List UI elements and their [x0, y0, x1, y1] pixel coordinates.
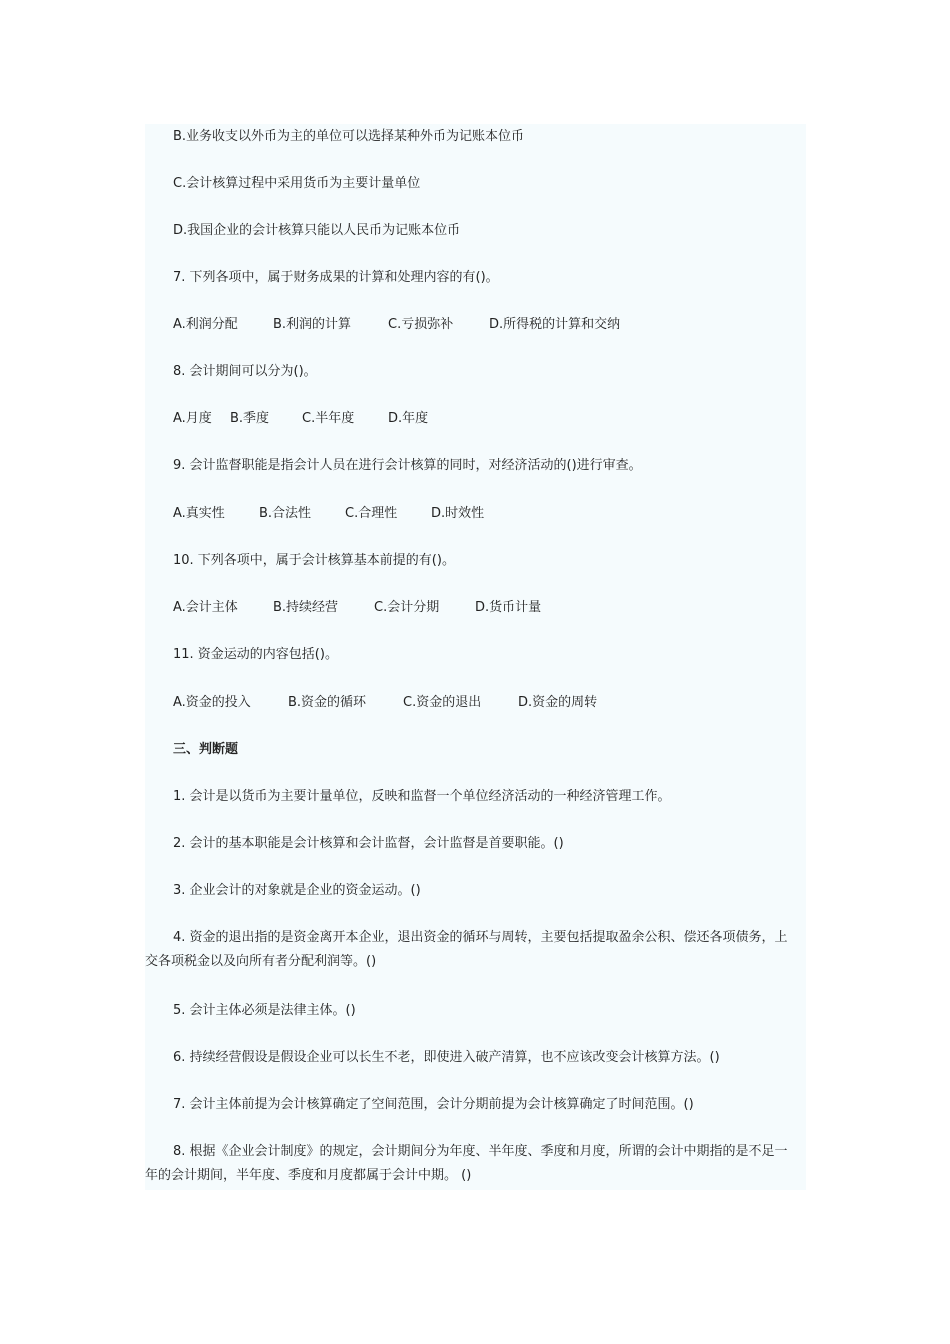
q9-option-c: C.合理性 — [345, 506, 398, 521]
question-9-options — [145, 502, 828, 526]
q11-option-b: B.资金的循环 — [288, 695, 367, 710]
judgement-7: 7. 会计主体前提为会计核算确定了空间范围，会计分期前提为会计核算确定了时间范围。() — [173, 1097, 694, 1112]
q7-option-a: A.利润分配 — [173, 317, 238, 332]
judgement-1: 1. 会计是以货币为主要计量单位，反映和监督一个单位经济活动的一种经济管理工作。 — [173, 789, 671, 804]
judgement-5: 5. 会计主体必须是法律主体。() — [173, 1003, 356, 1018]
q11-option-d: D.资金的周转 — [518, 695, 598, 710]
judgement-2: 2. 会计的基本职能是会计核算和会计监督，会计监督是首要职能。() — [173, 836, 564, 851]
q10-option-c: C.会计分期 — [374, 600, 440, 615]
judgement-4: 4. 资金的退出指的是资金离开本企业，退出资金的循环与周转，主要包括提取盈余公积、偿还各项债务，上交各项税金以及向所有者分配利润等。() — [145, 930, 788, 969]
q7-option-d: D.所得税的计算和交纳 — [489, 317, 621, 332]
q9-option-b: B.合法性 — [259, 506, 312, 521]
question-11: 11. 资金运动的内容包括()。 — [173, 647, 338, 662]
q10-option-d: D.货币计量 — [475, 600, 542, 615]
judgement-3: 3. 企业会计的对象就是企业的资金运动。() — [173, 883, 421, 898]
q10-option-b: B.持续经营 — [273, 600, 339, 615]
question-8: 8. 会计期间可以分为()。 — [173, 364, 317, 379]
q11-option-c: C.资金的退出 — [403, 695, 482, 710]
judgement-8: 8. 根据《企业会计制度》的规定，会计期间分为年度、半年度、季度和月度，所谓的会计中期指的是不足一年的会计期间，半年度、季度和月度都属于会计中期。 () — [145, 1144, 788, 1183]
section-heading-true-false: 三、判断题 — [173, 742, 239, 757]
q8-option-a: A.月度 — [173, 411, 212, 426]
question-10-options — [145, 596, 828, 620]
q7-option-c: C.亏损弥补 — [388, 317, 454, 332]
option-line-c: C.会计核算过程中采用货币为主要计量单位 — [173, 176, 421, 191]
q11-option-a: A.资金的投入 — [173, 695, 251, 710]
q7-option-b: B.利润的计算 — [273, 317, 352, 332]
q9-option-a: A.真实性 — [173, 506, 225, 521]
question-11-options — [145, 691, 828, 715]
question-7: 7. 下列各项中，属于财务成果的计算和处理内容的有()。 — [173, 270, 499, 285]
option-line-d: D.我国企业的会计核算只能以人民币为记账本位币 — [173, 223, 461, 238]
question-8-options — [145, 407, 828, 431]
q8-option-c: C.半年度 — [302, 411, 355, 426]
judgement-6: 6. 持续经营假设是假设企业可以长生不老，即使进入破产清算，也不应该改变会计核算方法。() — [173, 1050, 720, 1065]
q8-option-d: D.年度 — [388, 411, 429, 426]
option-line-b: B.业务收支以外币为主的单位可以选择某种外币为记账本位币 — [173, 129, 525, 144]
q8-option-b: B.季度 — [230, 411, 270, 426]
q10-option-a: A.会计主体 — [173, 600, 238, 615]
q9-option-d: D.时效性 — [431, 506, 485, 521]
question-10: 10. 下列各项中，属于会计核算基本前提的有()。 — [173, 553, 455, 568]
question-9: 9. 会计监督职能是指会计人员在进行会计核算的同时，对经济活动的()进行审查。 — [173, 458, 642, 473]
question-7-options — [145, 313, 828, 337]
